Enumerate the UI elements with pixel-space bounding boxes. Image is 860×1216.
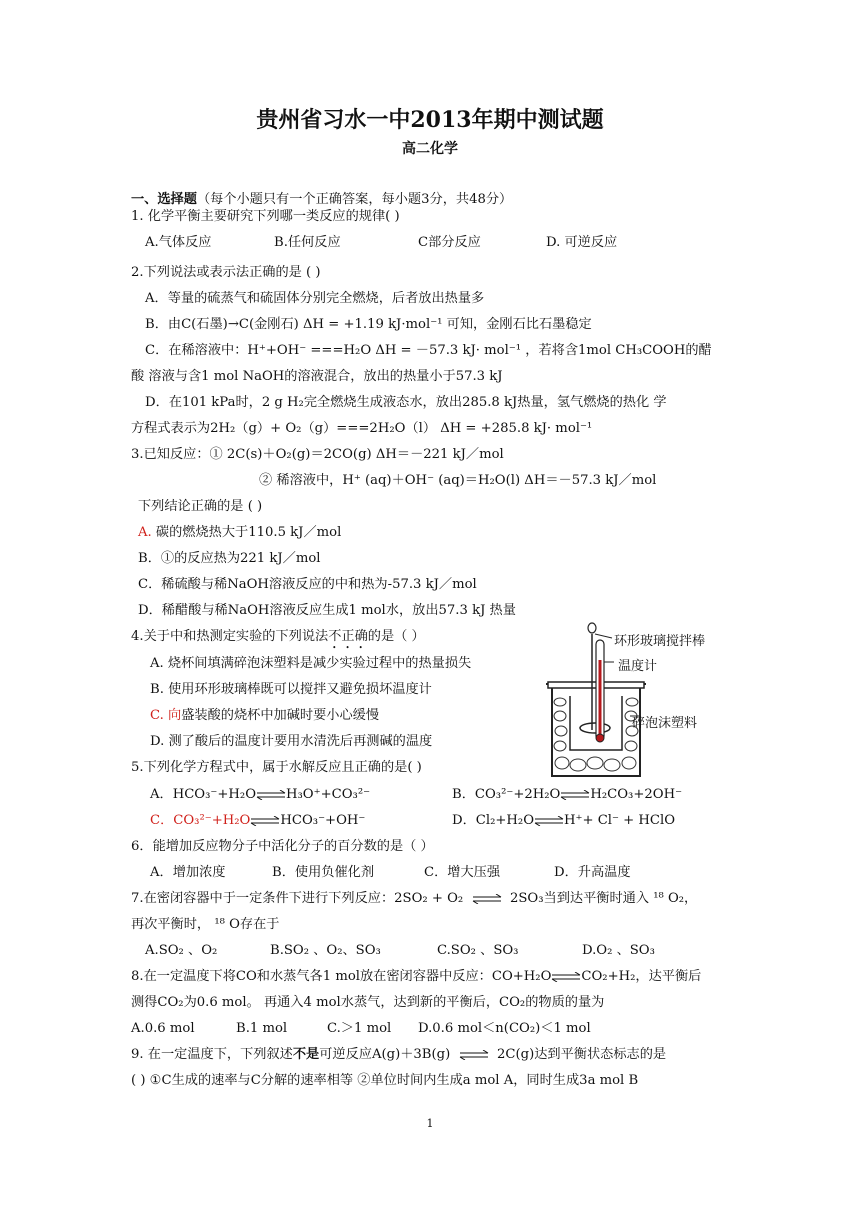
q1-option-a: A.气体反应 bbox=[145, 235, 212, 250]
q6-option-d: D．升高温度 bbox=[554, 865, 631, 880]
q4-stem-emphasis: 不正确 bbox=[328, 629, 368, 644]
equilibrium-arrow-icon bbox=[534, 816, 564, 826]
q6-option-b: B．使用负催化剂 bbox=[272, 865, 375, 880]
q9-stem-bold: 不是 bbox=[292, 1047, 320, 1062]
q5-option-c-left: C．CO₃²⁻+H₂O bbox=[150, 813, 251, 828]
figure-label-foam: 碎泡沫塑料 bbox=[632, 716, 698, 731]
q5-option-b-right: H₂CO₃+2OH⁻ bbox=[590, 787, 683, 802]
equilibrium-arrow-icon bbox=[472, 894, 502, 904]
q2-option-d-line1: D．在101 kPa时，2 g H₂完全燃烧生成液态水，放出285.8 kJ热量，氢气燃烧的热化 学 bbox=[145, 395, 667, 410]
q1-option-c: C部分反应 bbox=[418, 235, 481, 250]
q9-stem-post: 2C(g)达到平衡状态标志的是 bbox=[497, 1047, 667, 1062]
q9-stem-pre: 9. 在一定温度下，下列叙述 bbox=[131, 1047, 293, 1062]
q5-option-a-right: H₃O⁺+CO₃²⁻ bbox=[286, 787, 371, 802]
q4-option-c-rest: 盛装酸的烧杯中加碱时要小心缓慢 bbox=[181, 708, 380, 723]
figure-label-thermometer: 温度计 bbox=[618, 659, 658, 674]
q3-option-d: D．稀醋酸与稀NaOH溶液反应生成1 mol水，放出57.3 kJ 热量 bbox=[138, 603, 516, 618]
q7-stem-right: 2SO₃当到达平衡时通入 ¹⁸ O₂， bbox=[509, 891, 698, 906]
q1-option-b: B.任何反应 bbox=[274, 235, 341, 250]
q8-option-a: A.0.6 mol bbox=[131, 1021, 195, 1036]
q7-option-c: C.SO₂ 、SO₃ bbox=[437, 943, 519, 958]
q9-line2: ( ) ①C生成的速率与C分解的速率相等 ②单位时间内生成a mol A，同时生成3a mol B bbox=[131, 1073, 639, 1088]
q6-stem: 6．能增加反应物分子中活化分子的百分数的是（ ） bbox=[131, 839, 434, 854]
q5-option-c bbox=[150, 812, 365, 830]
page-number: 1 bbox=[426, 1117, 434, 1130]
q1-stem: 1. 化学平衡主要研究下列哪一类反应的规律( ) bbox=[131, 209, 400, 224]
q4-option-b: B. 使用环形玻璃棒既可以搅拌又避免损坏温度计 bbox=[150, 682, 432, 697]
q5-option-d-left: D．Cl₂+H₂O bbox=[452, 813, 535, 828]
q4-option-c bbox=[150, 707, 379, 725]
q9-stem-mid: 可逆反应A(g)＋3B(g) bbox=[319, 1047, 451, 1062]
equilibrium-arrow-icon bbox=[459, 1050, 489, 1060]
q3-option-a-text: 碳的燃烧热大于110.5 kJ／mol bbox=[155, 525, 342, 540]
q7-option-b: B.SO₂ 、O₂、SO₃ bbox=[270, 943, 381, 958]
q3-ask: 下列结论正确的是 ( ) bbox=[138, 499, 263, 514]
q6-option-a: A．增加浓度 bbox=[150, 865, 226, 880]
q8-stem-right: CO₂+H₂，达平衡后 bbox=[581, 969, 702, 984]
q4-option-a: A. 烧杯间填满碎泡沫塑料是减少实验过程中的热量损失 bbox=[150, 656, 472, 671]
q8-stem bbox=[131, 968, 701, 986]
page-title: 贵州省习水一中2013年期中测试题 bbox=[256, 107, 604, 133]
equilibrium-arrow-icon bbox=[551, 972, 581, 982]
q2-option-c-line2: 酸 溶液与含1 mol NaOH的溶液混合，放出的热量小于57.3 kJ bbox=[131, 369, 503, 384]
q1-option-d: D. 可逆反应 bbox=[546, 235, 618, 250]
q5-stem: 5.下列化学方程式中，属于水解反应且正确的是( ) bbox=[131, 760, 422, 775]
q4-stem-post: 的是（ ） bbox=[367, 629, 425, 644]
q3-option-c: C．稀硫酸与稀NaOH溶液反应的中和热为-57.3 kJ／mol bbox=[138, 577, 477, 592]
q9-stem bbox=[131, 1046, 666, 1064]
figure-label-stirrer: 环形玻璃搅拌棒 bbox=[614, 634, 706, 649]
q3-option-b: B．①的反应热为221 kJ／mol bbox=[138, 551, 321, 566]
q3-equation-2: ② 稀溶液中，H⁺ (aq)＋OH⁻ (aq)＝H₂O(l) ΔH＝－57.3 kJ／mol bbox=[259, 473, 657, 488]
q3-option-a bbox=[138, 524, 341, 542]
q7-option-a: A.SO₂ 、O₂ bbox=[145, 943, 218, 958]
q8-line2: 测得CO₂为0.6 mol。 再通入4 mol水蒸气，达到新的平衡后，CO₂的物质的量为 bbox=[131, 995, 605, 1010]
q4-option-c-red: C. 向 bbox=[150, 708, 182, 723]
q2-stem: 2.下列说法或表示法正确的是 ( ) bbox=[131, 265, 321, 280]
q8-stem-left: 8.在一定温度下将CO和水蒸气各1 mol放在密闭容器中反应：CO+H₂O bbox=[131, 969, 552, 984]
q7-line2: 再次平衡时， ¹⁸ O存在于 bbox=[131, 917, 280, 932]
q5-option-c-right: HCO₃⁻+OH⁻ bbox=[280, 813, 366, 828]
section-note: （每个小题只有一个正确答案，每小题3分，共48分） bbox=[196, 192, 513, 207]
q4-option-d: D. 测了酸后的温度计要用水清洗后再测碱的温度 bbox=[150, 734, 433, 749]
q8-option-d: D.0.6 mol＜n(CO₂)＜1 mol bbox=[418, 1021, 591, 1036]
section-label: 一、选择题 bbox=[131, 192, 197, 207]
q2-option-d-line2: 方程式表示为2H₂（g）+ O₂（g）===2H₂O（l） ΔH = +285.8 kJ· mol⁻¹ bbox=[131, 421, 593, 436]
q5-option-a bbox=[150, 786, 370, 804]
q5-option-d-right: H⁺+ Cl⁻ + HClO bbox=[564, 813, 676, 828]
q7-stem-left: 7.在密闭容器中于一定条件下进行下列反应：2SO₂ + O₂ bbox=[131, 891, 464, 906]
q2-option-a: A．等量的硫蒸气和硫固体分别完全燃烧，后者放出热量多 bbox=[145, 291, 485, 306]
q4-stem bbox=[131, 628, 425, 652]
q5-option-b bbox=[452, 786, 682, 804]
q5-option-b-left: B．CO₃²⁻+2H₂O bbox=[452, 787, 561, 802]
q8-option-c: C.＞1 mol bbox=[327, 1021, 392, 1036]
q2-option-c-line1: C．在稀溶液中：H⁺+OH⁻ ===H₂O ΔH = －57.3 kJ· mol⁻¹ ，若将含1mol CH₃COOH的醋 bbox=[145, 343, 712, 358]
q8-option-b: B.1 mol bbox=[236, 1021, 288, 1036]
q3-option-a-letter: A. bbox=[138, 525, 152, 540]
section-header bbox=[131, 191, 512, 209]
page-subtitle: 高二化学 bbox=[402, 141, 458, 157]
equilibrium-arrow-icon bbox=[560, 790, 590, 800]
equilibrium-arrow-icon bbox=[256, 790, 286, 800]
q6-option-c: C．增大压强 bbox=[424, 865, 501, 880]
q3-stem: 3.已知反应：① 2C(s)＋O₂(g)＝2CO(g) ΔH＝－221 kJ／mol bbox=[131, 447, 504, 462]
equilibrium-arrow-icon bbox=[250, 816, 280, 826]
q7-stem bbox=[131, 890, 697, 908]
q2-option-b: B．由C(石墨)→C(金刚石) ΔH = +1.19 kJ·mol⁻¹ 可知，金刚石比石墨稳定 bbox=[145, 317, 592, 332]
q4-stem-pre: 4.关于中和热测定实验的下列说法 bbox=[131, 629, 329, 644]
q5-option-a-left: A．HCO₃⁻+H₂O bbox=[150, 787, 257, 802]
q5-option-d bbox=[452, 812, 675, 830]
q7-option-d: D.O₂ 、SO₃ bbox=[582, 943, 655, 958]
